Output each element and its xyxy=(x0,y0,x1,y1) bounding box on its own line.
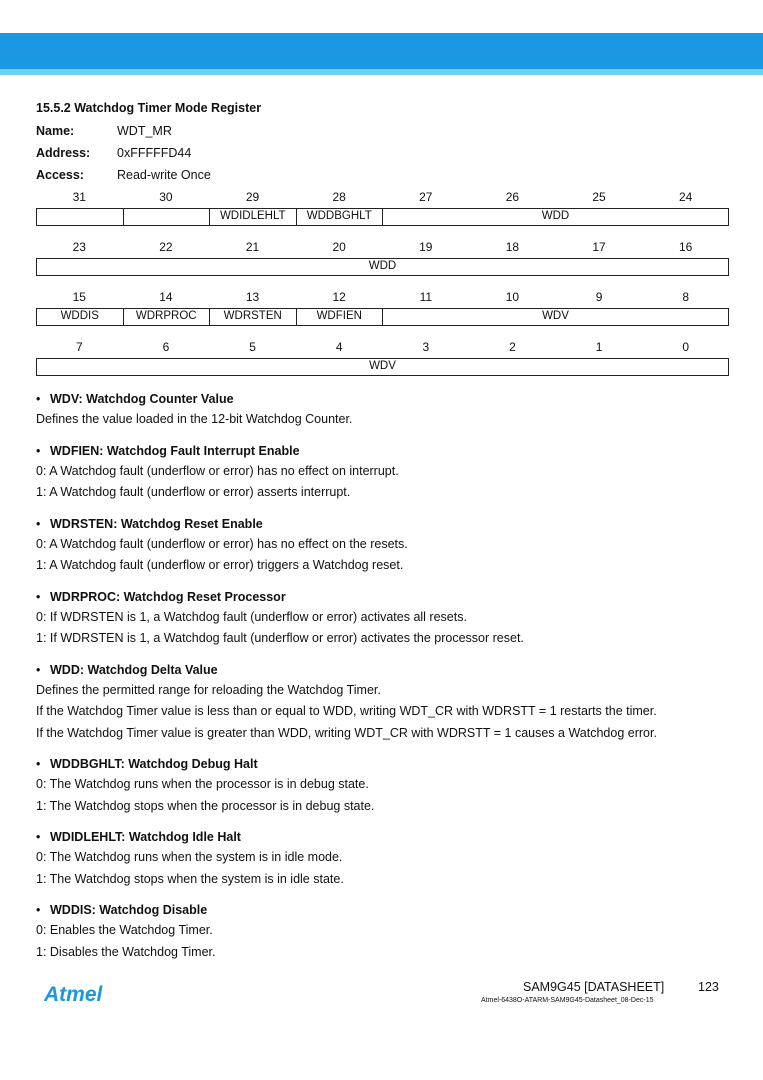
section-title: 15.5.2 Watchdog Timer Mode Register xyxy=(36,101,262,115)
bit-number: 14 xyxy=(159,290,173,304)
bit-number: 25 xyxy=(592,190,606,204)
bit-number-row xyxy=(36,240,729,254)
field-description-line: Defines the value loaded in the 12-bit Watchdog Counter. xyxy=(36,412,353,426)
bit-number: 20 xyxy=(332,240,346,254)
register-field: WDV xyxy=(37,359,729,376)
bullet-icon: • xyxy=(36,830,41,844)
register-field: WDD xyxy=(37,259,729,276)
field-heading xyxy=(36,827,736,847)
field-heading xyxy=(36,441,736,461)
access-value: Read-write Once xyxy=(117,168,211,182)
address-label: Address: xyxy=(36,146,91,160)
field-heading-text: WDRSTEN: Watchdog Reset Enable xyxy=(50,516,263,531)
field-description-line: 0: If WDRSTEN is 1, a Watchdog fault (underflow or error) activates all resets. xyxy=(36,609,467,624)
field-description xyxy=(36,587,736,650)
footer-page-number: 123 xyxy=(698,980,719,994)
register-field xyxy=(37,209,124,226)
register-field-row xyxy=(36,308,729,326)
field-heading xyxy=(36,514,736,534)
register-field-row xyxy=(36,208,729,226)
bit-number: 29 xyxy=(245,190,260,204)
bit-number: 12 xyxy=(332,290,346,304)
field-description-line: 0: The Watchdog runs when the system is in idle mode. xyxy=(36,850,343,864)
bit-number: 10 xyxy=(505,290,520,304)
bit-number: 27 xyxy=(419,190,433,204)
bit-number: 8 xyxy=(682,290,690,304)
header-band xyxy=(0,33,763,69)
field-description-line: 0: The Watchdog runs when the processor is in debug state. xyxy=(36,777,369,791)
field-heading-text: WDDBGHLT: Watchdog Debug Halt xyxy=(50,757,258,771)
access-label: Access: xyxy=(36,168,84,182)
bit-number: 7 xyxy=(75,340,83,354)
name-value: WDT_MR xyxy=(117,124,172,138)
register-field: WDIDLEHLT xyxy=(210,209,297,226)
bullet-icon: • xyxy=(36,757,41,771)
field-heading-text: WDRPROC: Watchdog Reset Processor xyxy=(50,589,286,604)
field-heading-text: WDIDLEHLT: Watchdog Idle Halt xyxy=(50,830,241,844)
bit-number: 19 xyxy=(419,240,433,254)
field-description-line: Defines the permitted range for reloading the Watchdog Timer. xyxy=(36,682,381,697)
bullet-icon: • xyxy=(36,662,41,677)
bit-number: 30 xyxy=(159,190,173,204)
bullet-icon: • xyxy=(36,903,41,917)
bit-number: 28 xyxy=(332,190,346,204)
field-description-line: 0: A Watchdog fault (underflow or error) has no effect on interrupt. xyxy=(36,463,399,478)
bit-number: 23 xyxy=(72,240,86,254)
field-heading xyxy=(36,587,736,607)
bit-number: 2 xyxy=(509,340,516,354)
footer-doc-id: Atmel-6438O-ATARM-SAM9G45-Datasheet_08-Dec-15 xyxy=(481,997,654,1004)
footer-doc-title: SAM9G45 [DATASHEET] xyxy=(523,980,665,994)
bit-number: 9 xyxy=(595,290,603,304)
header-accent-line xyxy=(0,69,763,75)
bit-number: 6 xyxy=(162,340,170,354)
field-description xyxy=(36,514,736,577)
register-field-row xyxy=(36,258,729,276)
field-description-line: 0: Enables the Watchdog Timer. xyxy=(36,923,213,937)
field-description-line: If the Watchdog Timer value is less than or equal to WDD, writing WDT_CR with WDRSTT = 1 restarts the timer. xyxy=(36,704,657,718)
name-label: Name: xyxy=(36,124,75,138)
bit-number: 26 xyxy=(505,190,520,204)
bit-number-row xyxy=(36,340,729,354)
bit-number: 5 xyxy=(249,340,256,354)
field-heading-text: WDV: Watchdog Counter Value xyxy=(50,392,234,406)
field-heading-text: WDFIEN: Watchdog Fault Interrupt Enable xyxy=(50,443,300,458)
field-description-line: 1: The Watchdog stops when the system is in idle state. xyxy=(36,871,344,886)
bit-number: 13 xyxy=(245,290,260,304)
bit-number: 11 xyxy=(419,290,433,304)
field-heading xyxy=(36,900,736,920)
field-description-line: 1: A Watchdog fault (underflow or error) triggers a Watchdog reset. xyxy=(36,558,404,572)
bit-number: 1 xyxy=(595,340,603,354)
register-field: WDRSTEN xyxy=(210,309,297,326)
field-description xyxy=(36,900,736,963)
bit-number: 21 xyxy=(245,240,260,254)
field-description-line: 0: A Watchdog fault (underflow or error) has no effect on the resets. xyxy=(36,536,408,551)
field-description-line: 1: A Watchdog fault (underflow or error) asserts interrupt. xyxy=(36,485,351,499)
bit-number-row xyxy=(36,290,729,304)
bit-number: 4 xyxy=(335,340,343,354)
bullet-icon: • xyxy=(36,392,41,406)
atmel-logo xyxy=(44,980,114,1008)
register-field: WDDIS xyxy=(37,309,124,326)
field-description-line: 1: Disables the Watchdog Timer. xyxy=(36,944,216,959)
address-value: 0xFFFFFD44 xyxy=(117,146,192,160)
register-field: WDFIEN xyxy=(296,309,383,326)
bit-number: 31 xyxy=(72,190,86,204)
bit-number: 24 xyxy=(679,190,693,204)
bit-number: 3 xyxy=(422,340,430,354)
field-description-line: 1: The Watchdog stops when the processor is in debug state. xyxy=(36,798,375,813)
field-description xyxy=(36,389,736,431)
bit-number: 0 xyxy=(682,340,690,354)
register-field: WDV xyxy=(383,309,729,326)
field-heading-text: WDD: Watchdog Delta Value xyxy=(50,662,218,677)
field-description-line: 1: If WDRSTEN is 1, a Watchdog fault (underflow or error) activates the processor reset. xyxy=(36,631,524,645)
field-description xyxy=(36,441,736,504)
field-description xyxy=(36,827,736,890)
field-heading xyxy=(36,754,736,774)
field-description xyxy=(36,660,736,745)
field-heading xyxy=(36,660,736,680)
field-descriptions xyxy=(36,389,736,963)
register-field xyxy=(123,209,210,226)
svg-text:Atmel: Atmel xyxy=(44,983,103,1006)
bit-number: 17 xyxy=(592,240,606,254)
bullet-icon: • xyxy=(36,589,41,604)
bit-number: 16 xyxy=(679,240,693,254)
field-heading-text: WDDIS: Watchdog Disable xyxy=(50,903,208,917)
register-field: WDDBGHLT xyxy=(296,209,383,226)
register-field-row xyxy=(36,358,729,376)
field-description-line: If the Watchdog Timer value is greater than WDD, writing WDT_CR with WDRSTT = 1 causes a Watchdog error. xyxy=(36,725,657,740)
bit-number-row xyxy=(36,190,729,204)
bit-number: 22 xyxy=(159,240,173,254)
field-heading xyxy=(36,389,736,409)
bit-number: 15 xyxy=(72,290,86,304)
register-field: WDD xyxy=(383,209,729,226)
register-field: WDRPROC xyxy=(123,309,210,326)
bullet-icon: • xyxy=(36,516,41,531)
field-description xyxy=(36,754,736,817)
bit-number: 18 xyxy=(505,240,520,254)
bullet-icon: • xyxy=(36,443,41,458)
